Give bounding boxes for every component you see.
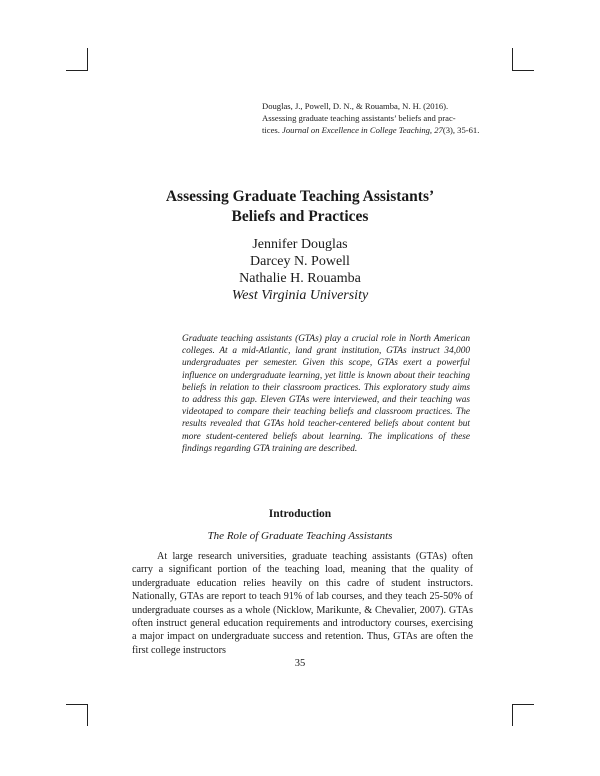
paper-title-line-1: Assessing Graduate Teaching Assistants’ <box>165 188 435 205</box>
author-name: Jennifer Douglas <box>252 237 348 252</box>
body-paragraph: At large research universities, graduate teaching assistants (GTAs) often carry a significant portion of the teaching load, meaning that the quality of undergraduate education relies heavily on this cadre of student instructors. Nationally, GTAs are report to teach 91% of lab courses, and they teach 25-50% of undergraduate courses as a whole (Nicklow, Marikunte, & Chevalier, 2007). GTAs often instruct general education requirements and introductory courses, exercising a major impact on undergraduate success and retention. Thus, GTAs are often the first college instructors <box>132 551 473 656</box>
subsection-heading: The Role of Graduate Teaching Assistants <box>207 530 393 542</box>
section-heading: Introduction <box>268 508 332 520</box>
citation-line-3-suffix: (3), 35-61. <box>442 125 480 135</box>
citation-line-3-prefix: tices. <box>262 125 283 135</box>
author-name: Nathalie H. Rouamba <box>239 271 361 286</box>
crop-mark-bottom-left-horizontal <box>66 704 88 705</box>
citation-journal: Journal on Excellence in College Teaching, 27 <box>282 125 443 135</box>
author-name: Darcey N. Powell <box>250 254 350 269</box>
crop-mark-bottom-right-vertical <box>512 704 513 726</box>
citation-line-1: Douglas, J., Powell, D. N., & Rouamba, N. H. (2016). <box>262 101 449 111</box>
crop-mark-top-right-vertical <box>512 48 513 70</box>
abstract: Graduate teaching assistants (GTAs) play a crucial role in North American colleges. At a mid-Atlantic, land grant institution, GTAs instruct 34,000 undergraduates per semester. Given this scope, GTAs exert a powerful influence on undergraduate learning, yet little is known about their teaching beliefs in relation to their classroom practices. This exploratory study aims to address this gap. Eleven GTAs were interviewed, and their teaching was videotaped to compare their teaching beliefs and classroom practices. The results revealed that GTAs hold teacher-centered beliefs about content but more student-centered beliefs about learning. The implications of these findings regarding GTA training are described. <box>182 334 470 454</box>
crop-mark-bottom-left-vertical <box>87 704 88 726</box>
paper-title <box>100 187 500 227</box>
author-block <box>100 236 500 304</box>
crop-mark-top-left-vertical <box>87 48 88 70</box>
citation-line-3 <box>262 124 494 136</box>
citation-line-2: Assessing graduate teaching assistants’ beliefs and prac- <box>262 113 456 123</box>
paper-title-line-2: Beliefs and Practices <box>231 208 369 225</box>
page-number: 35 <box>294 658 306 669</box>
crop-mark-top-right-horizontal <box>512 70 534 71</box>
citation <box>262 100 494 136</box>
author-affiliation: West Virginia University <box>231 288 369 303</box>
crop-mark-top-left-horizontal <box>66 70 88 71</box>
crop-mark-bottom-right-horizontal <box>512 704 534 705</box>
